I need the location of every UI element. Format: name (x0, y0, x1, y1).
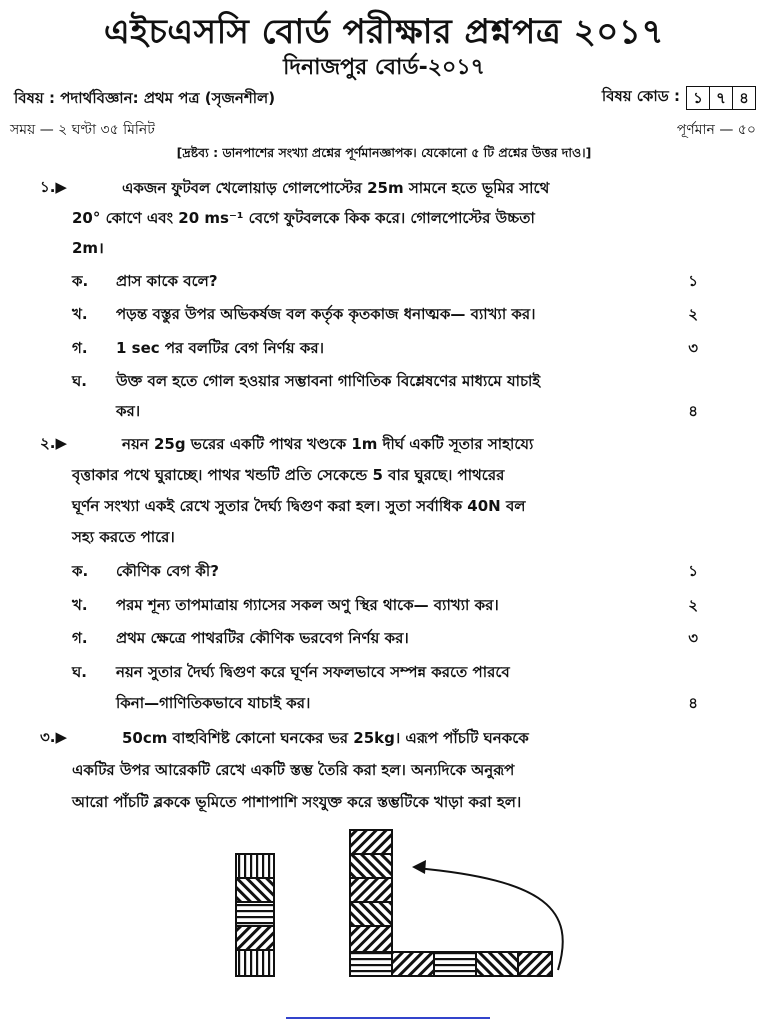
question-stem-line: বৃত্তাকার পথে ঘুরাচ্ছে। পাথর খন্ডটি প্রতি সেকেন্ডে 5 বার ঘুরছে। পাথরের (72, 466, 505, 484)
question-part (72, 303, 698, 327)
part-marks: ৩ (688, 629, 698, 647)
question-number: ১.▶ (40, 178, 67, 196)
board-subtitle: দিনাজপুর বোর্ড-২০১৭ (283, 55, 485, 80)
full-marks: পূর্ণমান — ৫০ (676, 122, 756, 138)
question-part (72, 370, 698, 394)
part-label: ঘ. (72, 372, 87, 390)
part-text: প্রাস কাকে বলে? (116, 272, 218, 290)
part-text: প্রথম ক্ষেত্রে পাথরটির কৌণিক ভরবেগ নির্ণয় কর। (116, 629, 409, 647)
part-label: খ. (72, 305, 88, 323)
subject-code-digit: ৪ (739, 88, 749, 107)
question-part (72, 594, 698, 618)
part-marks: ১ (688, 562, 698, 580)
question-stem-line: 20° কোণে এবং 20 ms⁻¹ বেগে ফুটবলকে কিক করে। গোলপোস্টের উচ্চতা (72, 209, 535, 227)
part-marks: ২ (688, 305, 698, 323)
subject-row (14, 85, 756, 113)
subject-name: বিষয় : পদার্থবিজ্ঞান: প্রথম পত্র (সৃজনশীল) (14, 89, 276, 107)
part-text: নয়ন সুতার দৈর্ঘ্য দ্বিগুণ করে ঘূর্ণন সফলভাবে সম্পন্ন করতে পারবে (116, 663, 510, 681)
part-text: 1 sec পর বলটির বেগ নির্ণয় কর। (116, 339, 324, 357)
page-title: এইচএসসি বোর্ড পরীক্ষার প্রশ্নপত্র ২০১৭ (103, 12, 665, 52)
left-block-stack (236, 854, 274, 976)
subject-code-digit: ১ (687, 87, 710, 109)
part-marks: ৪ (688, 402, 698, 420)
subject-code-digit: ৭ (710, 87, 733, 109)
exam-time: সময় — ২ ঘণ্টা ৩৫ মিনিট (10, 122, 155, 138)
question-number: ২.▶ (40, 434, 67, 452)
part-text: পরম শূন্য তাপমাত্রায় গ্যাসের সকল অণু স্থির থাকে— ব্যাখ্যা কর। (116, 596, 499, 614)
question-part (72, 627, 698, 651)
subject-code-label: বিষয় কোড : (601, 87, 680, 105)
horizontal-block-row (350, 952, 552, 976)
question-stem-line: নয়ন 25g ভরের একটি পাথর খণ্ডকে 1m দীর্ঘ একটি সূতার সাহায্যে (122, 435, 534, 453)
question-stem-line: ঘূর্ণন সংখ্যা একই রেখে সুতার দৈর্ঘ্য দ্বিগুণ করা হল। সুতা সর্বাধিক 40N বল (72, 497, 526, 515)
part-label: ঘ. (72, 663, 87, 681)
part-marks: ২ (688, 596, 698, 614)
part-text-continued: কর। (116, 402, 141, 420)
question-stem-line: একটির উপর আরেকটি রেখে একটি স্তম্ভ তৈরি করা হল। অন্যদিকে অনুরূপ (72, 761, 515, 779)
part-marks: ৪ (688, 694, 698, 712)
question-stem-line: 50cm বাহুবিশিষ্ট কোনো ঘনকের ভর 25kg। এরূপ পাঁচটি ঘনককে (122, 729, 529, 747)
part-marks: ১ (688, 272, 698, 290)
part-label: ক. (72, 562, 89, 580)
subject-code-group (602, 85, 756, 110)
question-stem-line: 2m। (72, 239, 104, 257)
question-stem-line: একজন ফুটবল খেলোয়াড় গোলপোস্টের 25m সামনে হতে ভূমির সাথে (122, 179, 550, 197)
blocks-figure (226, 820, 566, 985)
question-stem-line: আরো পাঁচটি ব্লককে ভূমিতে পাশাপাশি সংযুক্ত করে স্তম্ভটিকে খাড়া করা হল। (72, 793, 522, 811)
vertical-block-column (350, 830, 392, 952)
bottom-link-underline (286, 1017, 490, 1019)
part-marks: ৩ (688, 339, 698, 357)
part-text: কৌণিক বেগ কী? (116, 562, 219, 580)
part-label: গ. (72, 339, 88, 357)
question-part (72, 270, 698, 294)
part-label: খ. (72, 596, 88, 614)
question-number: ৩.▶ (40, 728, 67, 746)
question-stem-line: সহ্য করতে পারে। (72, 528, 175, 546)
part-text: উক্ত বল হতে গোল হওয়ার সম্ভাবনা গাণিতিক বিশ্লেষণের মাধ্যমে যাচাই (116, 372, 541, 390)
part-text: পড়ন্ত বস্তুর উপর অভিকর্ষজ বল কর্তৃক কৃতকাজ ধনাত্মক— ব্যাখ্যা কর। (116, 305, 536, 323)
question-part (72, 337, 698, 361)
part-text-continued: কিনা—গাণিতিকভাবে যাচাই কর। (116, 694, 311, 712)
subject-code-box (686, 86, 756, 110)
question-part (72, 661, 698, 685)
part-label: গ. (72, 629, 88, 647)
part-label: ক. (72, 272, 89, 290)
instruction-note: [দ্রষ্টব্য : ডানপাশের সংখ্যা প্রশ্নের পূর্ণমানজ্ঞাপক। যেকোনো ৫ টি প্রশ্নের উত্তর দাও।] (176, 145, 592, 160)
question-part (72, 560, 698, 584)
